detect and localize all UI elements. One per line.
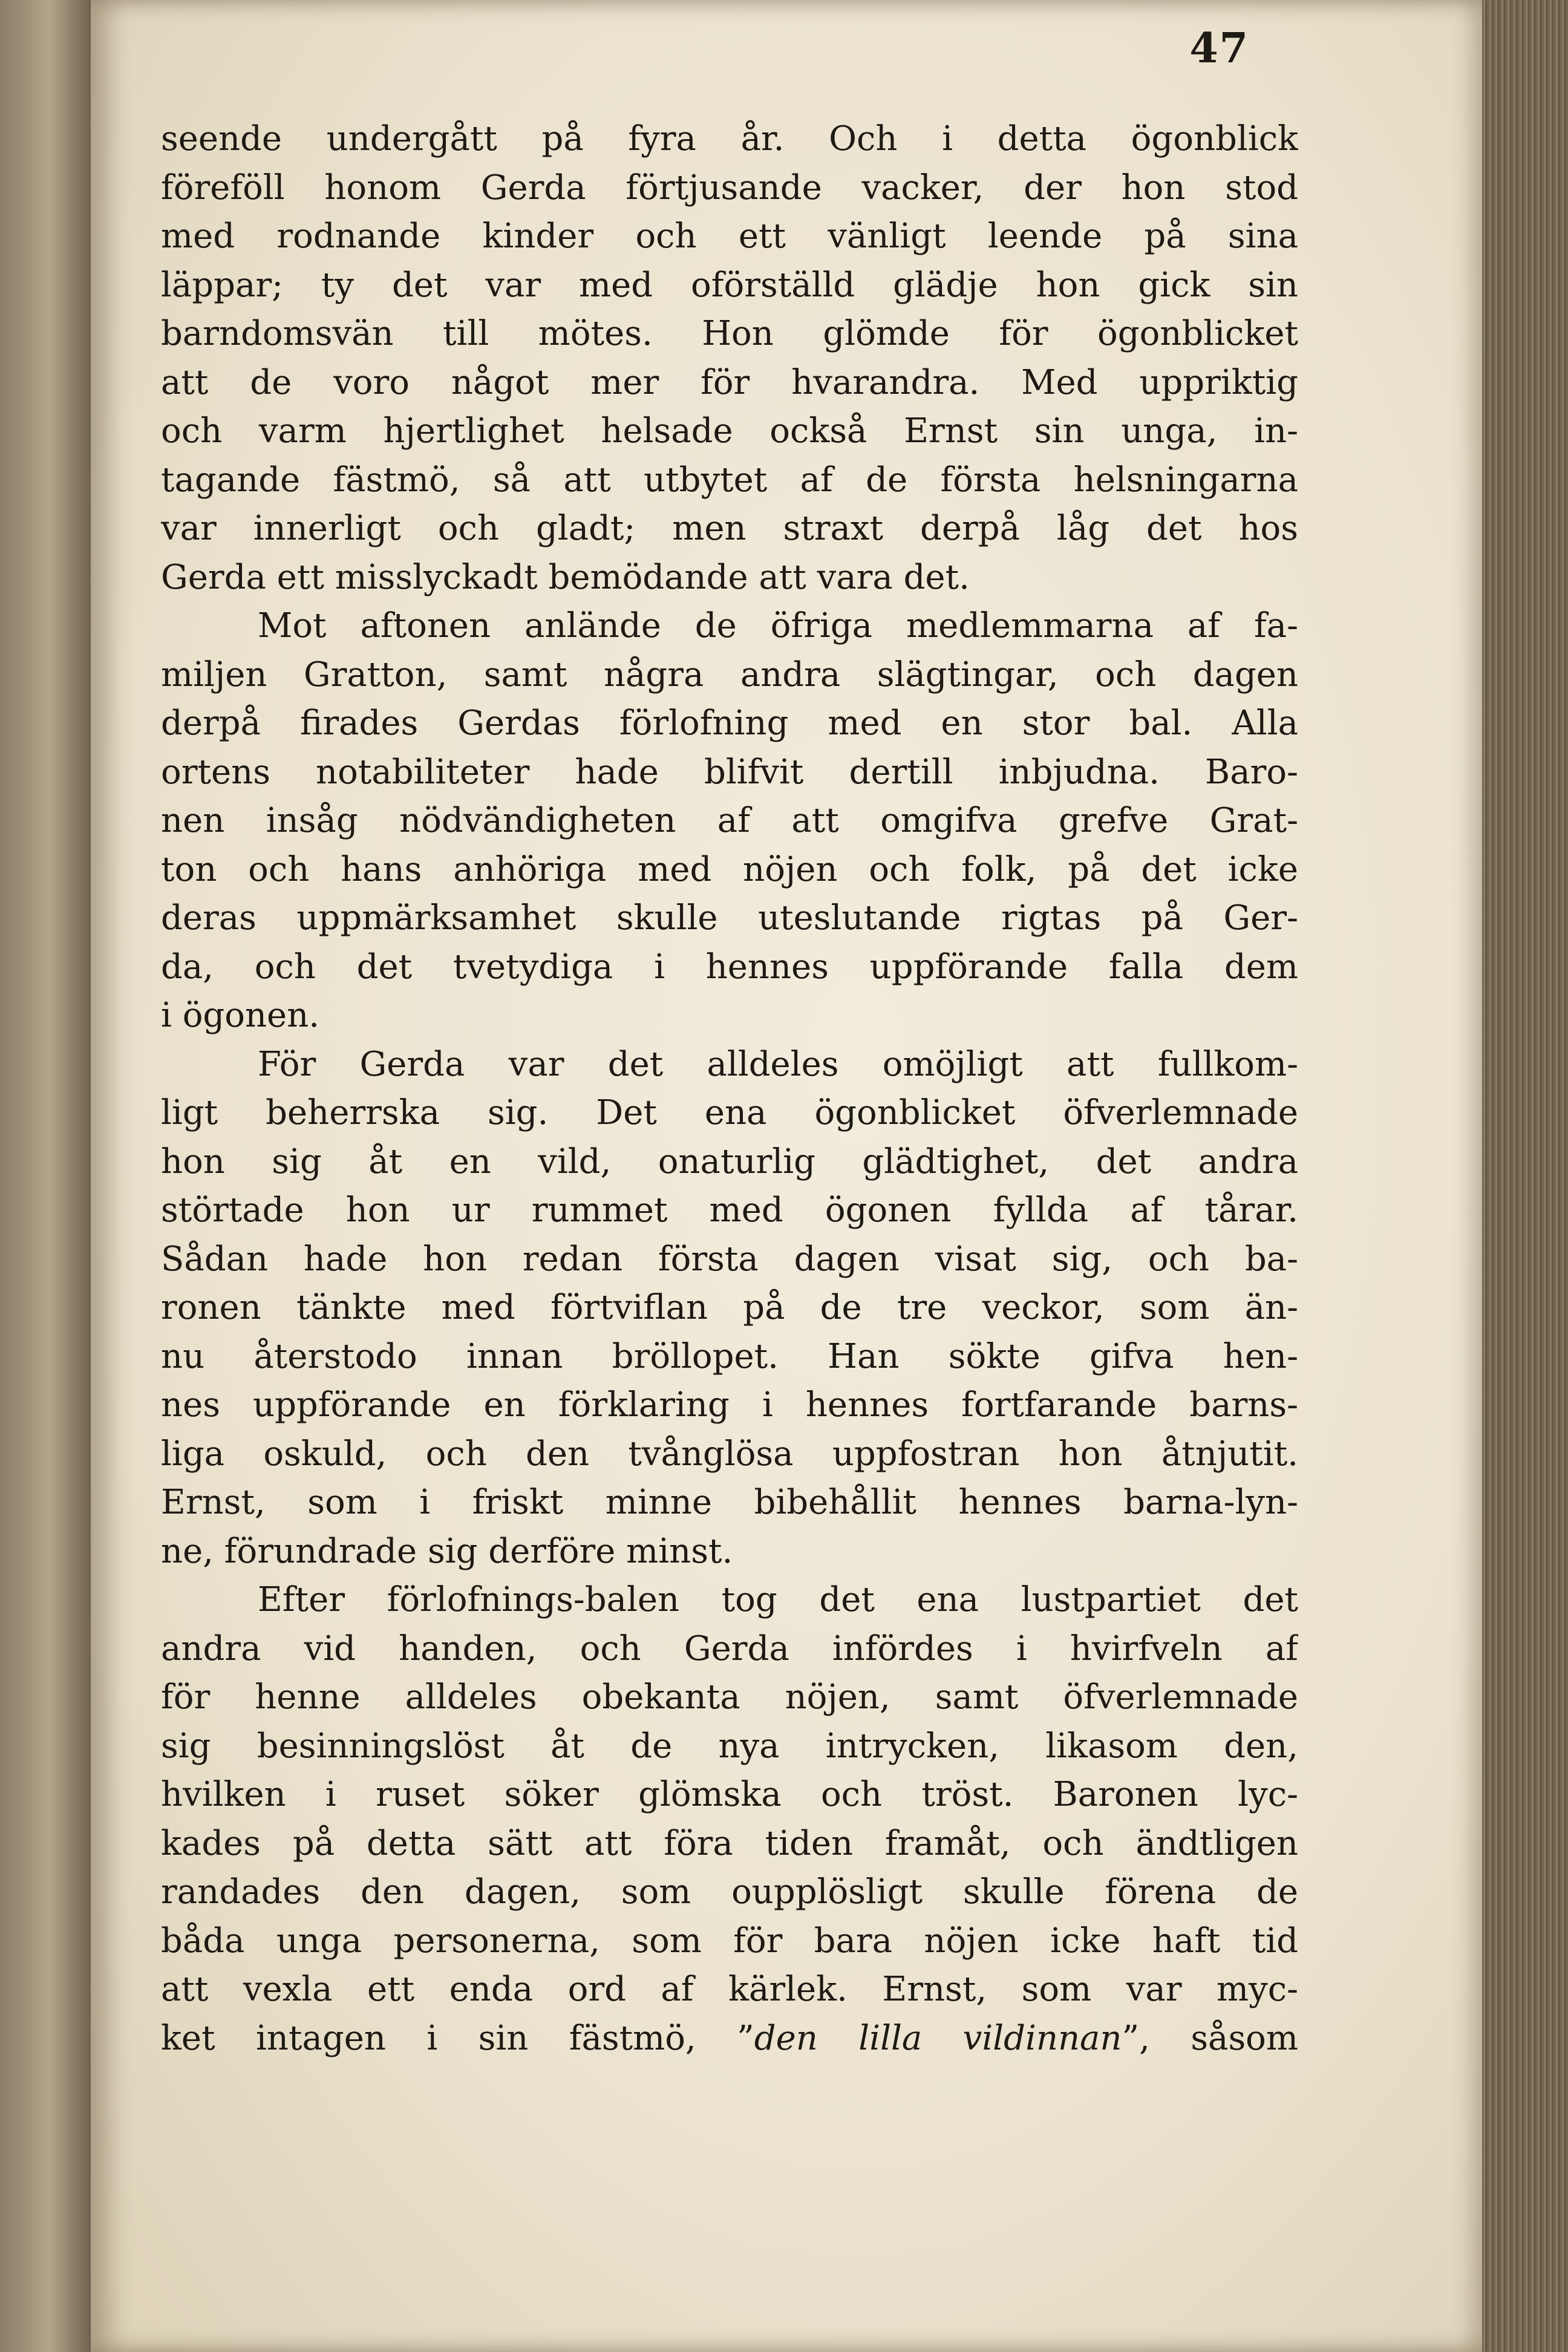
text-line: kades på detta sätt att föra tiden framåt, och ändtligen (161, 1823, 1298, 1863)
text-line: ortens notabiliteter hade blifvit dertill inbjudna. Baro- (161, 752, 1298, 792)
text-segment: ”, såsom (1122, 2018, 1298, 2058)
text-line-final (161, 2014, 1298, 2063)
text-line: båda unga personerna, som för bara nöjen icke haft tid (161, 1921, 1298, 1961)
text-line: i ögonen. (161, 996, 320, 1035)
text-line: seende undergått på fyra år. Och i detta ögonblick (161, 119, 1298, 158)
text-line: För Gerda var det alldeles omöjligt att fullkom- (258, 1044, 1298, 1084)
page-number: 47 (1189, 24, 1249, 73)
text-line: ton och hans anhöriga med nöjen och folk, på det icke (161, 849, 1298, 889)
text-line: att vexla ett enda ord af kärlek. Ernst, som var myc- (161, 1970, 1298, 2009)
text-line: andra vid handen, och Gerda infördes i hvirfveln af (161, 1628, 1298, 1668)
text-line: nes uppförande en förklaring i hennes fortfarande barns- (161, 1385, 1298, 1425)
text-line: Efter förlofnings-balen tog det ena lustpartiet det (258, 1580, 1298, 1619)
text-line: nen insåg nödvändigheten af att omgifva grefve Grat- (161, 801, 1298, 840)
text-line: med rodnande kinder och ett vänligt leende på sina (161, 217, 1298, 256)
text-line: att de voro något mer för hvarandra. Med uppriktig (161, 362, 1298, 402)
text-line: da, och det tvetydiga i hennes uppförande falla dem (161, 947, 1298, 987)
text-line: störtade hon ur rummet med ögonen fyllda af tårar. (161, 1191, 1298, 1230)
text-line: barndomsvän till mötes. Hon glömde för ögonblicket (161, 314, 1298, 353)
text-segment: ket intagen i sin fästmö, ” (161, 2018, 754, 2058)
text-line: miljen Gratton, samt några andra slägtingar, och dagen (161, 655, 1298, 694)
body-text (161, 115, 1298, 2063)
text-line: Sådan hade hon redan första dagen visat sig, och ba- (161, 1239, 1298, 1279)
text-line: och varm hjertlighet helsade också Ernst sin unga, in- (161, 411, 1298, 451)
text-line: nu återstodo innan bröllopet. Han sökte gifva hen- (161, 1336, 1298, 1376)
text-line: deras uppmärksamhet skulle uteslutande rigtas på Ger- (161, 898, 1298, 938)
text-line: Gerda ett misslyckadt bemödande att vara det. (161, 557, 970, 597)
page-stack-edge (1482, 0, 1568, 2352)
text-line: läppar; ty det var med oförställd glädje hon gick sin (161, 265, 1298, 305)
text-line: Mot aftonen anlände de öfriga medlemmarna af fa- (258, 606, 1298, 645)
text-line: tagande fästmö, så att utbytet af de första helsningarna (161, 460, 1298, 500)
text-line: Ernst, som i friskt minne bibehållit hennes barna-lyn- (161, 1483, 1298, 1522)
text-line: föreföll honom Gerda förtjusande vacker, der hon stod (161, 168, 1298, 207)
text-line: derpå firades Gerdas förlofning med en stor bal. Alla (161, 704, 1298, 743)
text-line: randades den dagen, som oupplösligt skulle förena de (161, 1872, 1298, 1912)
text-line: för henne alldeles obekanta nöjen, samt öfverlemnade (161, 1677, 1298, 1717)
left-page-edge (0, 0, 91, 2352)
text-line: hvilken i ruset söker glömska och tröst. Baronen lyc- (161, 1775, 1298, 1814)
text-line: ronen tänkte med förtviflan på de tre veckor, som än- (161, 1288, 1298, 1327)
italic-phrase: den lilla vildinnan (754, 2018, 1122, 2058)
text-line: ligt beherrska sig. Det ena ögonblicket öfverlemnade (161, 1093, 1298, 1132)
text-line: var innerligt och gladt; men straxt derpå låg det hos (161, 509, 1298, 548)
text-line: liga oskuld, och den tvånglösa uppfostran hon åtnjutit. (161, 1434, 1298, 1474)
text-line: sig besinningslöst åt de nya intrycken, likasom den, (161, 1726, 1298, 1766)
text-line: hon sig åt en vild, onaturlig glädtighet, det andra (161, 1142, 1298, 1181)
text-line: ne, förundrade sig derföre minst. (161, 1531, 733, 1571)
